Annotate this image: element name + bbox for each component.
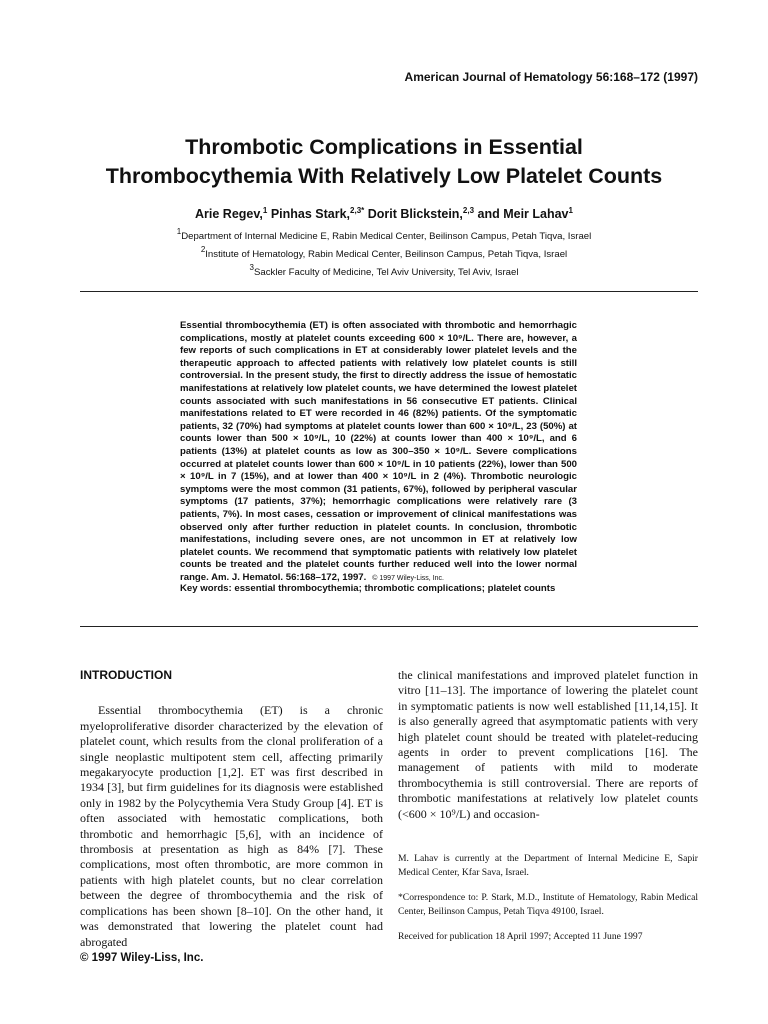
abstract bbox=[180, 320, 577, 585]
author-name: and Meir Lahav bbox=[477, 207, 569, 221]
affiliation-line bbox=[60, 226, 708, 244]
journal-citation: American Journal of Hematology 56:168–172 (1997) bbox=[404, 70, 698, 84]
affiliation-mark: 2 bbox=[200, 244, 206, 254]
footnote-received: Received for publication 18 April 1997; Accepted 11 June 1997 bbox=[398, 931, 643, 942]
author-affiliation-mark: 2,3 bbox=[462, 206, 475, 215]
affiliation-mark: 3 bbox=[249, 262, 254, 272]
affiliation-mark: 1 bbox=[176, 227, 182, 236]
abstract-text: Essential thrombocythemia (ET) is often associated with thrombotic and hemorrhagic complications, mostly at platelet counts exceeding 600 × 10⁹/L. There are, however, a few reports of such complications in ET at considerably lower platelet levels and the therapeutic approach to affected patients with relatively low platelet counts is still controversial. In the present study, the first to directly address the issue of hemostatic manifestations at relatively low platelet counts, we have determined the lowest platelet counts associated with such manifestations in 56 consecutive ET patients. Clinical manifestations related to ET were recorded in 46 (82%) patients. Of the symptomatic patients, 32 (70%) had symptoms at platelet counts lower than 600 × 10⁹/L, 23 (50%) at counts lower than 500 × 10⁹/L, 10 (22%) at counts lower than 400 × 10⁹/L, and 6 patients (13%) at platelet counts as low as 300–350 × 10⁹/L. Severe complications occurred at platelet counts lower than 600 × 10⁹/L in 10 patients (22%), lower than 500 × 10⁹/L in 7 (15%), and at lower than 400 × 10⁹/L in 2 (4%). Thrombotic neurologic symptoms were the most common (31 patients, 67%), followed by peripheral vascular symptoms (17 patients, 37%); hemorrhagic complications were relatively rare (3 patients, 7%). In most cases, cessation or improvement of clinical manifestations was observed only after further reduction in platelet counts. In conclusion, thrombotic manifestations, including severe ones, are not uncommon in ET at relatively low platelet counts. We recommend that symptomatic patients with relatively low platelet counts be treated and the platelet counts further reduced well into the lower normal range. Am. J. Hematol. 56:168–172, 1997. bbox=[180, 320, 577, 583]
top-divider bbox=[80, 291, 698, 292]
bottom-divider bbox=[80, 626, 698, 627]
author-affiliation-mark: 2,3* bbox=[350, 206, 365, 215]
author-name: Pinhas Stark, bbox=[270, 207, 351, 221]
affiliation-line bbox=[60, 262, 708, 280]
author-affiliation-mark: 1 bbox=[262, 206, 268, 215]
footnote-correspondence: *Correspondence to: P. Stark, M.D., Institute of Hematology, Rabin Medical Center, Beilinson Campus, Petah Tiqva 49100, Israel. bbox=[398, 892, 698, 917]
author-name: Dorit Blickstein, bbox=[367, 207, 463, 221]
page-copyright: © 1997 Wiley-Liss, Inc. bbox=[80, 952, 204, 964]
keywords: Key words: essential thrombocythemia; thrombotic complications; platelet counts bbox=[180, 583, 556, 594]
article-title bbox=[60, 133, 708, 191]
footnotes bbox=[398, 852, 698, 955]
title-line-1: Thrombotic Complications in Essential bbox=[185, 135, 583, 159]
body-column-right bbox=[398, 668, 698, 822]
affiliation-text: Institute of Hematology, Rabin Medical Center, Beilinson Campus, Petah Tiqva, Israel bbox=[205, 248, 568, 260]
body-paragraph: Essential thrombocythemia (ET) is a chronic myeloproliferative disorder characterized by the elevation of platelet count, which results from the clonal proliferation of a single neoplastic multipotent stem cell, affecting primarily megakaryocyte production [1,2]. ET was first described in 1934 [3], but firm guidelines for its diagnosis were established only in 1982 by the Polycythemia Vera Study Group [4]. ET is often associated with hemostatic complications, both thrombotic and hemorrhagic [5,6], with an incidence of thrombosis at presentation as high as 84% [7]. These complications, most often thrombotic, are more common in patients with high platelet counts, but no clear correlation between the degree of thrombocythemia and the risk of complications has been shown [8–10]. On the other hand, it was demonstrated that lowering the platelet count had abrogated bbox=[80, 703, 383, 949]
affiliations bbox=[60, 226, 708, 279]
author-list bbox=[60, 206, 708, 221]
affiliation-line bbox=[60, 244, 708, 262]
footnote-lahav: M. Lahav is currently at the Department of Internal Medicine E, Sapir Medical Center, Kfar Sava, Israel. bbox=[398, 853, 698, 878]
author-name: Arie Regev, bbox=[195, 207, 263, 221]
section-heading-introduction: INTRODUCTION bbox=[80, 668, 172, 682]
affiliation-text: Department of Internal Medicine E, Rabin Medical Center, Beilinson Campus, Petah Tiqva, Israel bbox=[181, 231, 592, 242]
body-column-left bbox=[80, 668, 383, 950]
author-affiliation-mark: 1 bbox=[568, 206, 573, 215]
abstract-copyright: © 1997 Wiley-Liss, Inc. bbox=[372, 574, 444, 582]
affiliation-text: Sackler Faculty of Medicine, Tel Aviv University, Tel Aviv, Israel bbox=[253, 266, 519, 278]
title-line-2: Thrombocythemia With Relatively Low Platelet Counts bbox=[105, 164, 663, 188]
body-paragraph-continued: the clinical manifestations and improved platelet function in vitro [11–13]. The importance of lowering the platelet count in symptomatic patients is now well established [11,14,15]. It is also generally agreed that asymptomatic patients with very high platelet count should be treated with platelet-reducing agents in order to prevent complications [16]. The management of patients with mild to moderate thrombocythemia is still controversial. There are reports of thrombotic manifestations at relatively low platelet counts (<600 × 10⁹/L) and occasion- bbox=[398, 668, 698, 821]
